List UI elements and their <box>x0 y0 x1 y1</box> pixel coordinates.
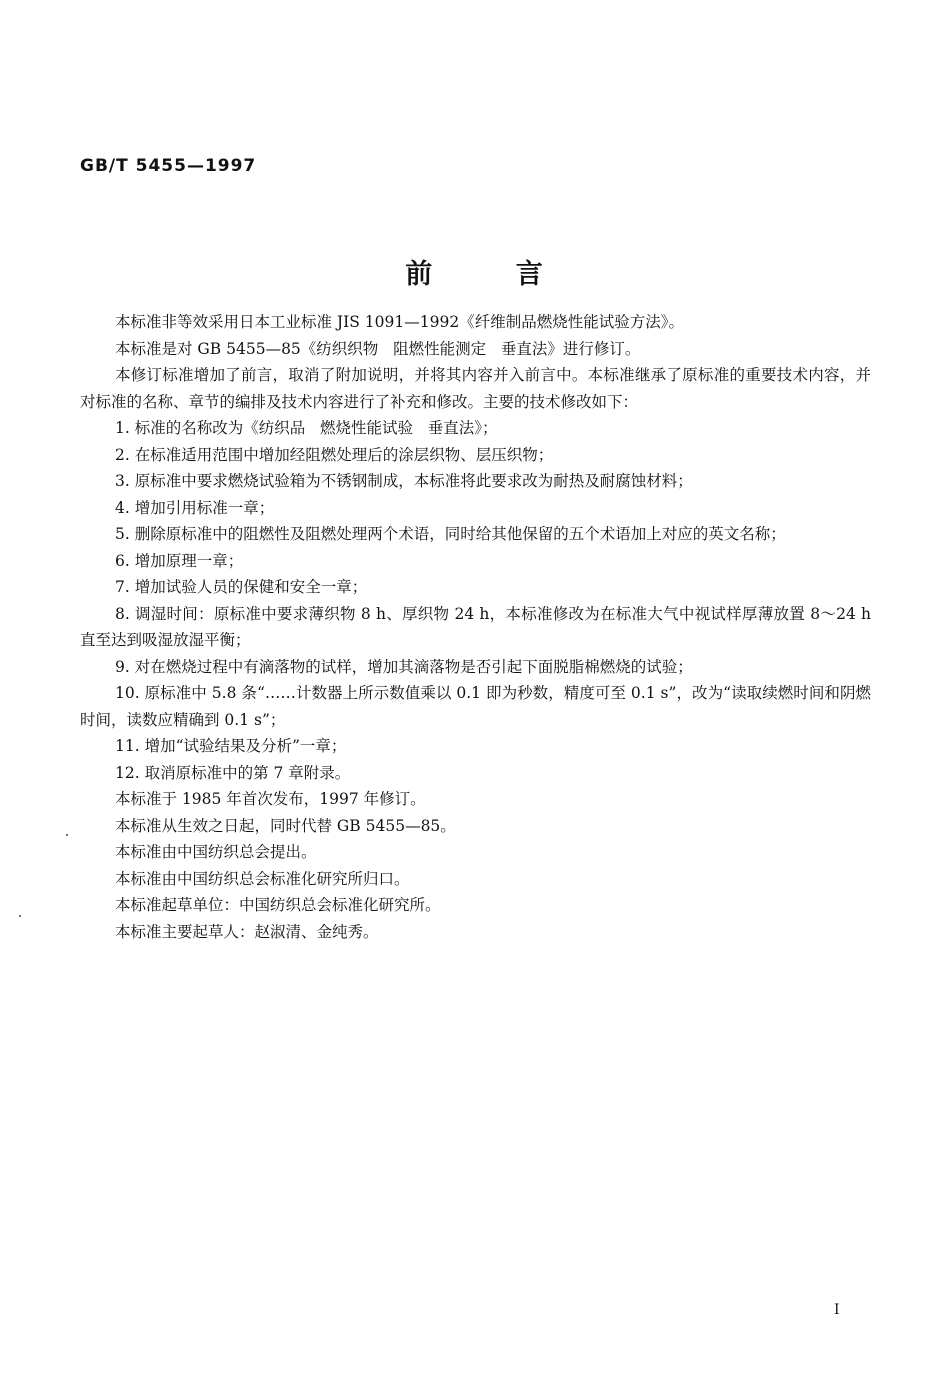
list-item: 2. 在标准适用范围中增加经阻燃处理后的涂层织物、层压织物； <box>115 445 554 464</box>
scan-speck <box>19 915 21 917</box>
list-item: 5. 删除原标准中的阻燃性及阻燃处理两个术语，同时给其他保留的五个术语加上对应的英文名称； <box>115 525 786 543</box>
list-item: 10. 原标准中 5.8 条“……计数器上所示数值乘以 0.1 即为秒数，精度可至 0.1 s”，改为“读取续燃时间和阴燃时间，读数应精确到 0.1 s”； <box>80 684 871 729</box>
paragraph: 本标准是对 GB 5455—85《纺织织物 阻燃性能测定 垂直法》进行修订。 <box>115 339 641 358</box>
list-item: 7. 增加试验人员的保健和安全一章； <box>115 578 368 596</box>
paragraph: 本标准由中国纺织总会提出。 <box>115 843 317 861</box>
list-item: 8. 调湿时间：原标准中要求薄织物 8 h、厚织物 24 h，本标准修改为在标准大气中视试样厚薄放置 8～24 h 直至达到吸湿放湿平衡； <box>80 604 876 649</box>
scan-speck <box>66 834 68 836</box>
paragraph: 本标准主要起草人：赵淑清、金纯秀。 <box>115 922 379 941</box>
list-item: 6. 增加原理一章； <box>115 551 244 570</box>
paragraph: 本标准从生效之日起，同时代替 GB 5455—85。 <box>115 816 456 835</box>
list-item: 4. 增加引用标准一章； <box>115 498 275 517</box>
list-item: 1. 标准的名称改为《纺织品 燃烧性能试验 垂直法》； <box>115 419 498 437</box>
paragraph: 本标准起草单位：中国纺织总会标准化研究所。 <box>115 896 441 914</box>
list-item: 9. 对在燃烧过程中有滴落物的试样，增加其滴落物是否引起下面脱脂棉燃烧的试验； <box>115 657 693 676</box>
list-item: 11. 增加“试验结果及分析”一章； <box>115 737 347 755</box>
list-item: 12. 取消原标准中的第 7 章附录。 <box>115 763 351 782</box>
list-item: 3. 原标准中要求燃烧试验箱为不锈钢制成，本标准将此要求改为耐热及耐腐蚀材料； <box>115 472 693 490</box>
paragraph: 本修订标准增加了前言，取消了附加说明，并将其内容并入前言中。本标准继承了原标准的重要技术内容，并对标准的名称、章节的编排及技术内容进行了补充和修改。主要的技术修改如下： <box>80 366 871 411</box>
paragraph: 本标准非等效采用日本工业标准 JIS 1091—1992《纤维制品燃烧性能试验方法》。 <box>115 313 684 331</box>
page-title: 前 言 <box>405 259 545 290</box>
paragraph: 本标准于 1985 年首次发布，1997 年修订。 <box>115 790 426 808</box>
paragraph: 本标准由中国纺织总会标准化研究所归口。 <box>115 869 410 888</box>
standard-code: GB/T 5455—1997 <box>80 156 257 176</box>
body-text <box>80 309 876 945</box>
page-number: I <box>834 1302 840 1318</box>
